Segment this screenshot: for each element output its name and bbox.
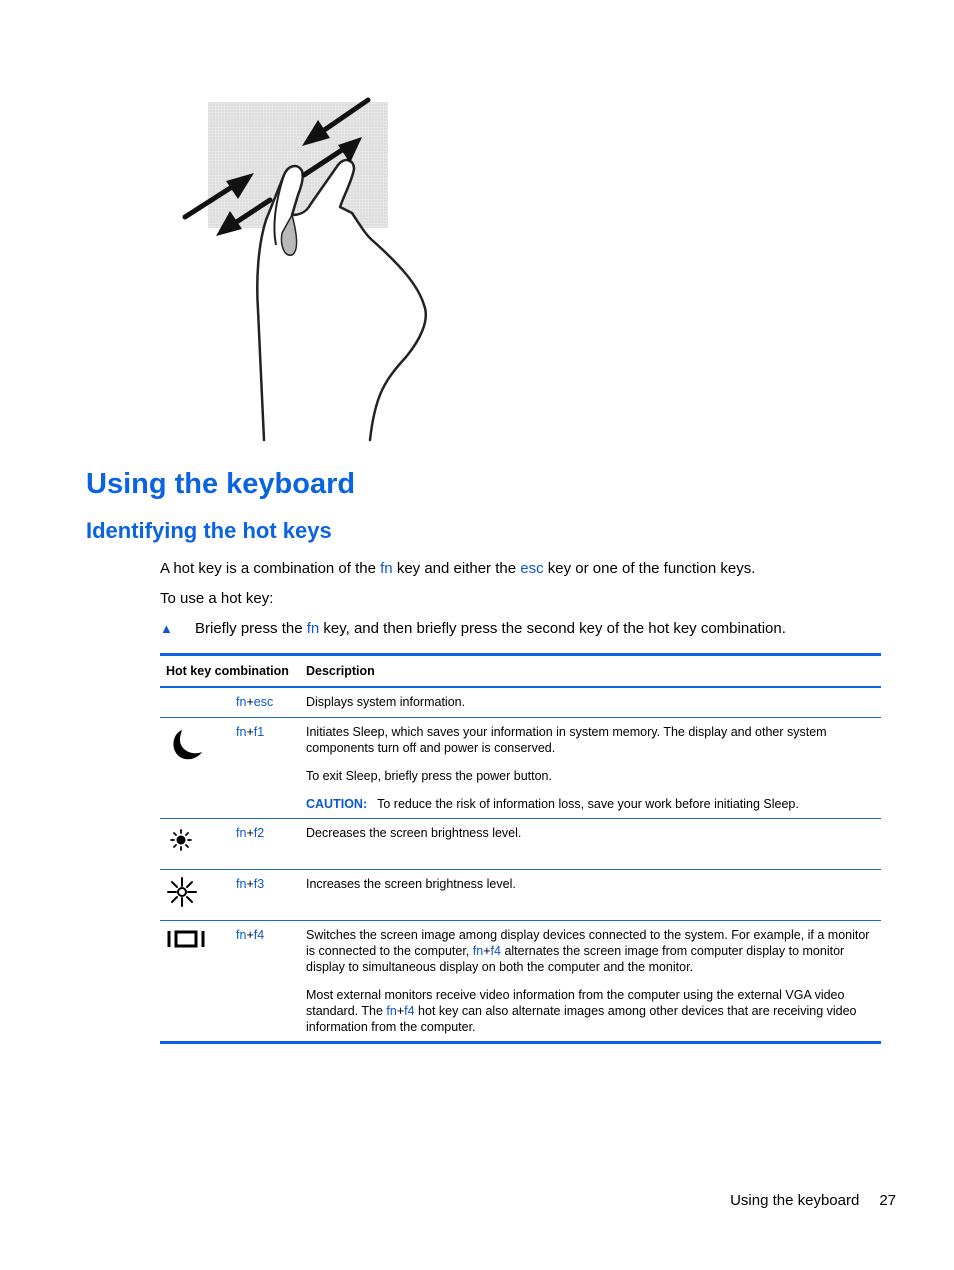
triangle-bullet-icon: ▲ (160, 621, 173, 636)
table-row (160, 920, 881, 1042)
caution-note (306, 796, 875, 812)
plus-sign: + (483, 943, 491, 958)
step-text: key, and then briefly press the second key of the hot key combination. (319, 620, 786, 637)
fn-key-link[interactable]: fn (380, 560, 393, 577)
intro-text: A hot key is a combination of the (160, 560, 381, 577)
table-row (160, 687, 881, 717)
combo-cell (230, 869, 300, 920)
brightness-down-icon (166, 825, 196, 855)
esc-key-link[interactable]: esc (253, 695, 274, 709)
hand-outline (257, 160, 425, 440)
fn-key-link[interactable]: fn (306, 620, 320, 637)
fn-key-link[interactable]: fn (472, 943, 484, 958)
pinch-gesture-illustration (180, 95, 440, 445)
description-text: Displays system information. (306, 695, 466, 709)
footer-section: Using the keyboard (730, 1192, 860, 1209)
fn-key-link[interactable]: fn (236, 825, 247, 840)
instruction-step (160, 620, 786, 637)
description-text (306, 987, 875, 1035)
icon-cell (160, 920, 230, 1042)
plus-sign: + (246, 927, 254, 942)
description-fragment: Switches the screen image among display devices connected to the system. For example, if a monitor is connected to the computer, (306, 927, 870, 958)
description-text: Decreases the screen brightness level. (306, 825, 522, 840)
brightness-up-icon (166, 876, 198, 908)
page-title: Using the keyboard (86, 468, 356, 500)
icon-cell (160, 687, 230, 717)
description-cell (300, 920, 881, 1042)
description-cell (300, 818, 881, 869)
table-header-row (160, 655, 881, 688)
combo-cell (230, 818, 300, 869)
caution-label: CAUTION: (306, 796, 368, 811)
fn-key-link[interactable]: fn (236, 927, 247, 942)
plus-sign: + (246, 825, 254, 840)
plus-sign: + (246, 695, 254, 709)
display-switch-icon (166, 927, 206, 951)
combo-cell (230, 717, 300, 818)
caution-text: To reduce the risk of information loss, save your work before initiating Sleep. (377, 796, 799, 811)
combo-cell (230, 920, 300, 1042)
column-header-description: Description (306, 664, 375, 678)
f4-key-link[interactable]: f4 (404, 1003, 415, 1018)
description-text: Initiates Sleep, which saves your information in system memory. The display and other system components turn off and power is conserved. (306, 724, 827, 755)
description-text: Increases the screen brightness level. (306, 876, 516, 891)
icon-cell (160, 869, 230, 920)
fn-key-link[interactable]: fn (236, 724, 247, 739)
page-footer (730, 1192, 896, 1209)
icon-cell (160, 717, 230, 818)
moon-icon (166, 724, 206, 764)
intro-paragraph (160, 560, 755, 577)
f1-key-link[interactable]: f1 (253, 724, 265, 739)
f3-key-link[interactable]: f3 (253, 876, 265, 891)
f2-key-link[interactable]: f2 (253, 825, 265, 840)
plus-sign: + (246, 724, 254, 739)
description-cell (300, 717, 881, 818)
usage-paragraph: To use a hot key: (160, 590, 274, 607)
step-text: Briefly press the (195, 620, 307, 637)
description-fragment: hot key can also alternate images among other devices that are receiving video information from the computer. (306, 1003, 857, 1034)
fn-key-link[interactable]: fn (236, 695, 247, 709)
icon-cell (160, 818, 230, 869)
f4-key-link[interactable]: f4 (253, 927, 265, 942)
description-text: To exit Sleep, briefly press the power button. (306, 768, 552, 783)
description-cell (300, 869, 881, 920)
f4-key-link[interactable]: f4 (490, 943, 501, 958)
table-row (160, 869, 881, 920)
column-header-combination: Hot key combination (166, 664, 289, 678)
fn-key-link[interactable]: fn (236, 876, 247, 891)
table-row (160, 717, 881, 818)
touchpad-area (208, 102, 388, 228)
description-text (306, 927, 875, 975)
fn-key-link[interactable]: fn (386, 1003, 397, 1018)
hotkey-table (160, 653, 881, 1044)
description-fragment: Most external monitors receive video information from the computer using the external VGA video standard. The (306, 987, 845, 1018)
description-fragment: alternates the screen image from computer display to monitor display to simultaneous display on both the computer and the monitor. (306, 943, 845, 974)
esc-key-link[interactable]: esc (520, 560, 544, 577)
intro-text: key and either the (392, 560, 521, 577)
plus-sign: + (396, 1003, 405, 1018)
plus-sign: + (246, 876, 254, 891)
section-title: Identifying the hot keys (86, 518, 332, 543)
combo-cell (230, 687, 300, 717)
table-row (160, 818, 881, 869)
intro-text: key or one of the function keys. (543, 560, 756, 577)
page-number: 27 (879, 1192, 896, 1209)
description-cell (300, 687, 881, 717)
